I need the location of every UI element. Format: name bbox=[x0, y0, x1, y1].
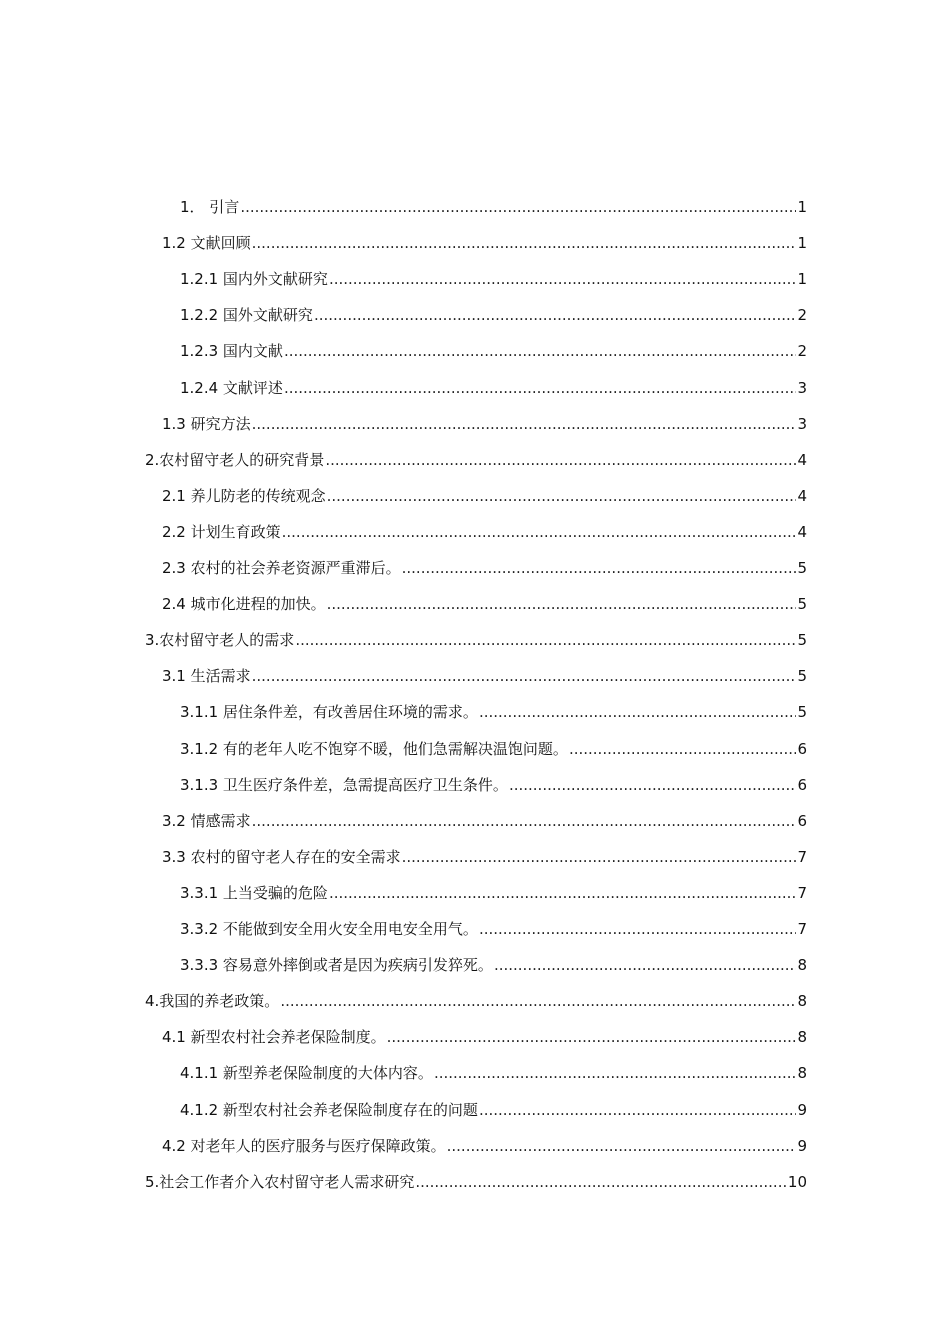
toc-entry[interactable] bbox=[180, 883, 807, 903]
toc-entry[interactable] bbox=[162, 847, 807, 867]
toc-entry-page-number: 3 bbox=[797, 414, 807, 433]
toc-entry-title: 4.我国的养老政策。 bbox=[145, 992, 280, 1011]
toc-entry[interactable] bbox=[162, 666, 807, 686]
toc-entry-title: 4.2 对老年人的医疗服务与医疗保障政策。 bbox=[162, 1136, 446, 1155]
toc-entry[interactable] bbox=[180, 739, 807, 759]
toc-leader-dots bbox=[284, 378, 797, 398]
toc-entry[interactable] bbox=[180, 1100, 807, 1120]
toc-entry[interactable] bbox=[145, 630, 807, 650]
toc-leader-dots bbox=[327, 486, 797, 506]
toc-entry[interactable] bbox=[162, 558, 807, 578]
toc-entry-title: 1． 引言 bbox=[180, 198, 240, 216]
toc-entry-page-number: 7 bbox=[797, 920, 807, 938]
toc-entry-title: 1.2.4 文献评述 bbox=[180, 378, 283, 397]
toc-leader-dots bbox=[252, 666, 797, 686]
toc-leader-dots bbox=[509, 775, 797, 795]
toc-entry-page-number: 1 bbox=[797, 198, 807, 216]
toc-entry[interactable] bbox=[180, 341, 807, 361]
toc-leader-dots bbox=[387, 1027, 797, 1047]
toc-entry-title: 4.1.2 新型农村社会养老保险制度存在的问题 bbox=[180, 1100, 478, 1119]
toc-entry-page-number: 1 bbox=[797, 234, 807, 253]
toc-entry-title: 3.1.2 有的老年人吃不饱穿不暖，他们急需解决温饱问题。 bbox=[180, 739, 568, 758]
toc-entry-title: 3.1 生活需求 bbox=[162, 667, 251, 686]
toc-entry[interactable] bbox=[180, 378, 807, 398]
toc-entry[interactable] bbox=[162, 1027, 807, 1047]
toc-entry[interactable] bbox=[180, 305, 807, 325]
toc-leader-dots bbox=[434, 1063, 797, 1083]
toc-entry-title: 1.2.2 国外文献研究 bbox=[180, 306, 313, 325]
toc-entry[interactable] bbox=[180, 955, 807, 975]
toc-leader-dots bbox=[252, 233, 797, 253]
toc-entry[interactable] bbox=[180, 702, 807, 722]
toc-entry[interactable] bbox=[162, 1136, 807, 1156]
toc-entry-page-number: 6 bbox=[797, 775, 807, 794]
toc-entry[interactable] bbox=[145, 450, 807, 470]
toc-entry-page-number: 3 bbox=[797, 378, 807, 397]
toc-entry[interactable] bbox=[180, 775, 807, 795]
toc-entry-page-number: 8 bbox=[797, 1064, 807, 1083]
toc-entry-title: 2.农村留守老人的研究背景 bbox=[145, 450, 325, 469]
toc-entry-title: 2.4 城市化进程的加快。 bbox=[162, 595, 326, 614]
toc-entry-page-number: 6 bbox=[797, 811, 807, 830]
toc-leader-dots bbox=[329, 883, 797, 903]
toc-entry-page-number: 8 bbox=[797, 956, 807, 975]
toc-entry[interactable] bbox=[180, 919, 807, 939]
toc-entry-page-number: 2 bbox=[797, 306, 807, 325]
toc-entry[interactable] bbox=[162, 594, 807, 614]
toc-entry-title: 1.3 研究方法 bbox=[162, 414, 251, 433]
toc-entry-title: 5.社会工作者介入农村留守老人需求研究 bbox=[145, 1172, 415, 1191]
toc-leader-dots bbox=[252, 414, 797, 434]
toc-entry-page-number: 5 bbox=[797, 595, 807, 614]
toc-entry-title: 2.1 养儿防老的传统观念 bbox=[162, 486, 326, 505]
toc-entry-page-number: 9 bbox=[797, 1100, 807, 1119]
toc-leader-dots bbox=[284, 341, 797, 361]
toc-entry-page-number: 9 bbox=[797, 1136, 807, 1155]
toc-entry-title: 1.2 文献回顾 bbox=[162, 234, 251, 253]
toc-entry[interactable] bbox=[162, 233, 807, 253]
toc-leader-dots bbox=[479, 1100, 797, 1120]
toc-entry[interactable] bbox=[180, 197, 807, 217]
toc-leader-dots bbox=[327, 594, 797, 614]
toc-entry[interactable] bbox=[180, 269, 807, 289]
toc-entry[interactable] bbox=[145, 991, 807, 1011]
toc-entry-page-number: 5 bbox=[797, 667, 807, 686]
toc-entry-page-number: 7 bbox=[797, 847, 807, 866]
toc-entry-page-number: 8 bbox=[797, 992, 807, 1011]
toc-leader-dots bbox=[402, 558, 797, 578]
toc-entry-title: 2.3 农村的社会养老资源严重滞后。 bbox=[162, 559, 401, 577]
toc-entry-title: 3.1.3 卫生医疗条件差，急需提高医疗卫生条件。 bbox=[180, 775, 508, 794]
toc-entry-page-number: 4 bbox=[797, 450, 807, 469]
toc-entry-page-number: 5 bbox=[797, 631, 807, 650]
toc-leader-dots bbox=[282, 522, 797, 542]
toc-entry-title: 2.2 计划生育政策 bbox=[162, 522, 281, 541]
toc-leader-dots bbox=[402, 847, 797, 867]
toc-leader-dots bbox=[240, 197, 796, 217]
toc-entry-page-number: 5 bbox=[797, 703, 807, 722]
toc-entry[interactable] bbox=[162, 522, 807, 542]
toc-entry-page-number: 10 bbox=[787, 1172, 807, 1191]
toc-entry-title: 3.3.1 上当受骗的危险 bbox=[180, 883, 328, 902]
toc-entry[interactable] bbox=[162, 486, 807, 506]
toc-entry-page-number: 2 bbox=[797, 342, 807, 361]
toc-entry-page-number: 4 bbox=[797, 522, 807, 541]
toc-entry-page-number: 5 bbox=[797, 559, 807, 577]
toc-leader-dots bbox=[329, 269, 797, 289]
toc-entry-title: 4.1 新型农村社会养老保险制度。 bbox=[162, 1028, 386, 1047]
toc-entry[interactable] bbox=[162, 811, 807, 831]
toc-leader-dots bbox=[415, 1172, 787, 1192]
toc-entry[interactable] bbox=[180, 1063, 807, 1083]
toc-entry-title: 3.3.2 不能做到安全用火安全用电安全用气。 bbox=[180, 920, 478, 938]
toc-entry[interactable] bbox=[145, 1172, 807, 1192]
toc-leader-dots bbox=[295, 630, 796, 650]
toc-entry[interactable] bbox=[162, 414, 807, 434]
toc-leader-dots bbox=[494, 955, 797, 975]
toc-entry-title: 3.2 情感需求 bbox=[162, 811, 251, 830]
toc-leader-dots bbox=[479, 702, 797, 722]
toc-leader-dots bbox=[569, 739, 797, 759]
toc-entry-title: 3.1.1 居住条件差，有改善居住环境的需求。 bbox=[180, 703, 478, 722]
toc-leader-dots bbox=[447, 1136, 797, 1156]
toc-entry-page-number: 4 bbox=[797, 486, 807, 505]
toc-entry-title: 3.3 农村的留守老人存在的安全需求 bbox=[162, 847, 401, 866]
toc-entry-page-number: 6 bbox=[797, 739, 807, 758]
toc-leader-dots bbox=[479, 919, 797, 939]
toc-leader-dots bbox=[325, 450, 796, 470]
toc-entry-title: 3.农村留守老人的需求 bbox=[145, 631, 295, 650]
toc-entry-title: 1.2.3 国内文献 bbox=[180, 342, 283, 361]
toc-entry-title: 4.1.1 新型养老保险制度的大体内容。 bbox=[180, 1064, 433, 1083]
toc-entry-page-number: 8 bbox=[797, 1028, 807, 1047]
toc-leader-dots bbox=[280, 991, 796, 1011]
toc-entry-title: 1.2.1 国内外文献研究 bbox=[180, 270, 328, 289]
toc-entry-page-number: 7 bbox=[797, 883, 807, 902]
toc-entry-title: 3.3.3 容易意外摔倒或者是因为疾病引发猝死。 bbox=[180, 956, 493, 975]
toc-entry-page-number: 1 bbox=[797, 270, 807, 289]
toc-leader-dots bbox=[252, 811, 797, 831]
toc-leader-dots bbox=[314, 305, 797, 325]
